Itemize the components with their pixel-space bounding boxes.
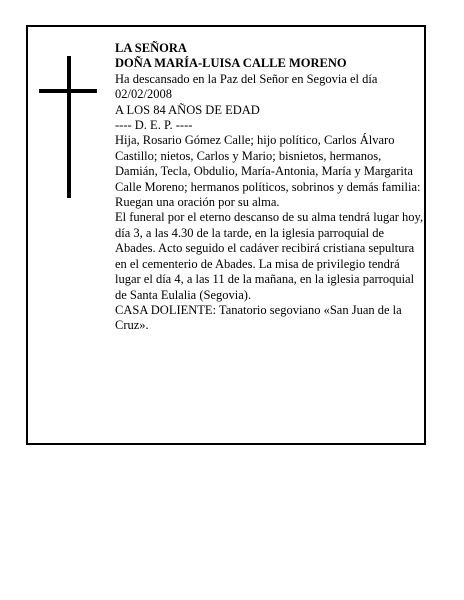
notice-title: LA SEÑORA [115, 41, 187, 55]
funeral-details: El funeral por el eterno descanso de su alma tendrá lugar hoy, día 3, a las 4.30 de la tarde, en la iglesia parroquial de Abades. Acto seguido el cadáver recibirá cristiana sepultura en el cementerio de Abades. La misa de privilegio tendrá lugar el día 4, a las 11 de la mañana, en la iglesia parroquial de Santa Eulalia (Segovia). [115, 210, 424, 302]
cross-icon [39, 56, 97, 198]
cross-horizontal-bar [39, 89, 97, 93]
rested-statement: Ha descansado en la Paz del Señor en Segovia el día 02/02/2008 [115, 71, 378, 102]
cross-vertical-bar [67, 56, 71, 198]
obituary-notice [26, 25, 426, 445]
obituary-text [115, 41, 425, 334]
deceased-name: DOÑA MARÍA-LUISA CALLE MORENO [115, 56, 347, 71]
family-list: Hija, Rosario Gómez Calle; hijo político, Carlos Álvaro Castillo; nietos, Carlos y Mario; bisnietos, hermanos, Damián, Tecla, Obdulio, María-Antonia, María y Margarita Calle Moreno; hermanos políticos, sobrinos y demás familia: [115, 133, 421, 194]
rip-line: ---- D. E. P. ---- [115, 118, 193, 133]
prayer-request: Ruegan una oración por su alma. [115, 195, 280, 210]
age-line: A LOS 84 AÑOS DE EDAD [115, 102, 260, 117]
mourning-house: CASA DOLIENTE: Tanatorio segoviano «San Juan de la Cruz». [115, 302, 402, 333]
